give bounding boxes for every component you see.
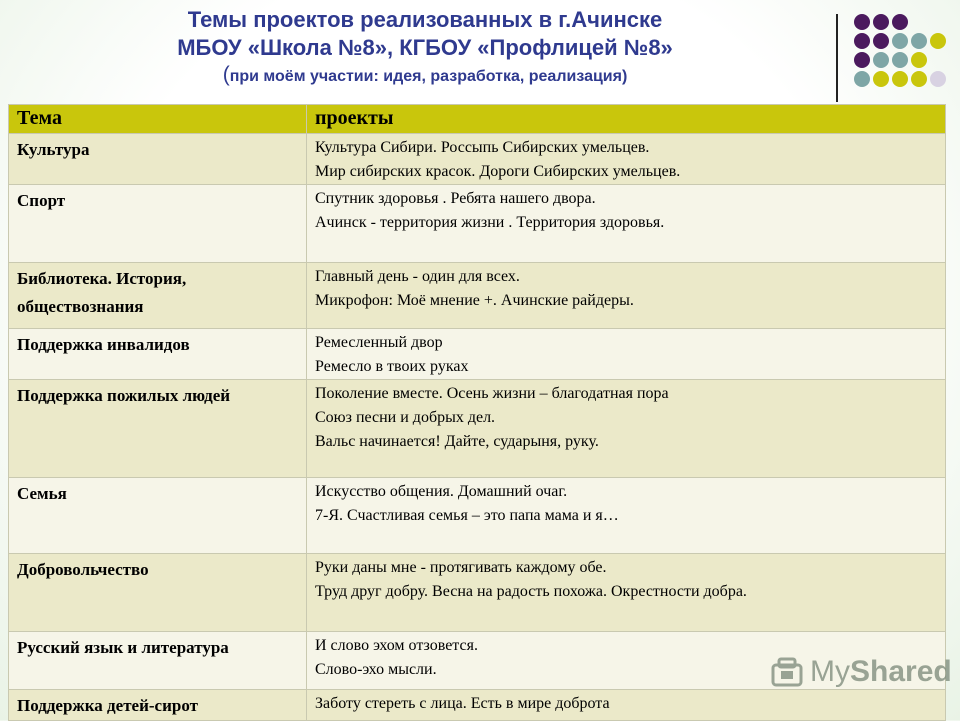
row-projects: И слово эхом отзовется. Слово-эхо мысли. (307, 632, 946, 690)
header-topic: Тема (9, 105, 307, 134)
title-line-1: Темы проектов реализованных в г.Ачинске (187, 7, 663, 32)
dot (854, 14, 870, 30)
row-projects: Культура Сибири. Россыпь Сибирских умельцев. Мир сибирских красок. Дороги Сибирских умельцев. (307, 134, 946, 185)
row-projects: Искусство общения. Домашний очаг. 7-Я. Счастливая семья – это папа мама и я… (307, 478, 946, 554)
dot (930, 33, 946, 49)
row-projects: Главный день - один для всех. Микрофон: Моё мнение +. Ачинские райдеры. (307, 263, 946, 329)
row-projects: Поколение вместе. Осень жизни – благодатная пора Союз песни и добрых дел. Вальс начинается! Дайте, сударыня, руку. (307, 380, 946, 478)
row-topic: Культура (9, 134, 307, 185)
table-row (9, 329, 946, 380)
table-row (9, 134, 946, 185)
watermark-my: My (810, 655, 850, 688)
myshared-logo-icon (770, 655, 804, 689)
divider-line (836, 14, 838, 102)
dot (892, 71, 908, 87)
row-topic: Поддержка инвалидов (9, 329, 307, 380)
dot (911, 52, 927, 68)
title-line-3 (40, 62, 810, 90)
row-topic: Библиотека. История, обществознания (9, 263, 307, 329)
dot (930, 71, 946, 87)
dot (911, 33, 927, 49)
table-row (9, 690, 946, 721)
watermark-shared: Shared (850, 655, 952, 688)
watermark-text (810, 655, 952, 689)
dot (892, 14, 908, 30)
row-topic: Поддержка пожилых людей (9, 380, 307, 478)
dot (854, 71, 870, 87)
table-header-row (9, 105, 946, 134)
table-row (9, 185, 946, 263)
slide-title (40, 6, 810, 90)
projects-table (8, 104, 946, 721)
dot (911, 71, 927, 87)
header-projects: проекты (307, 105, 946, 134)
dot (892, 52, 908, 68)
title-line-3-text: при моём участии: идея, разработка, реализация) (229, 68, 628, 85)
table-row (9, 554, 946, 632)
table-row (9, 263, 946, 329)
table-row (9, 478, 946, 554)
myshared-watermark (770, 655, 952, 689)
dot (873, 33, 889, 49)
row-topic: Поддержка детей-сирот (9, 690, 307, 721)
row-projects: Ремесленный двор Ремесло в твоих руках (307, 329, 946, 380)
row-projects: Руки даны мне - протягивать каждому обе. Труд друг добру. Весна на радость похожа. Окрестности добра. (307, 554, 946, 632)
dot (873, 52, 889, 68)
dot (854, 52, 870, 68)
dot (854, 33, 870, 49)
row-projects: Заботу стереть с лица. Есть в мире доброта (307, 690, 946, 721)
dot (892, 33, 908, 49)
dot (873, 71, 889, 87)
row-topic: Спорт (9, 185, 307, 263)
table-row (9, 380, 946, 478)
title-paren: ( (222, 63, 230, 86)
row-projects: Спутник здоровья . Ребята нашего двора. Ачинск - территория жизни . Территория здоровья. (307, 185, 946, 263)
row-topic: Русский язык и литература (9, 632, 307, 690)
row-topic: Семья (9, 478, 307, 554)
title-line-2: МБОУ «Школа №8», КГБОУ «Профлицей №8» (177, 35, 673, 60)
row-topic: Добровольчество (9, 554, 307, 632)
dot (873, 14, 889, 30)
